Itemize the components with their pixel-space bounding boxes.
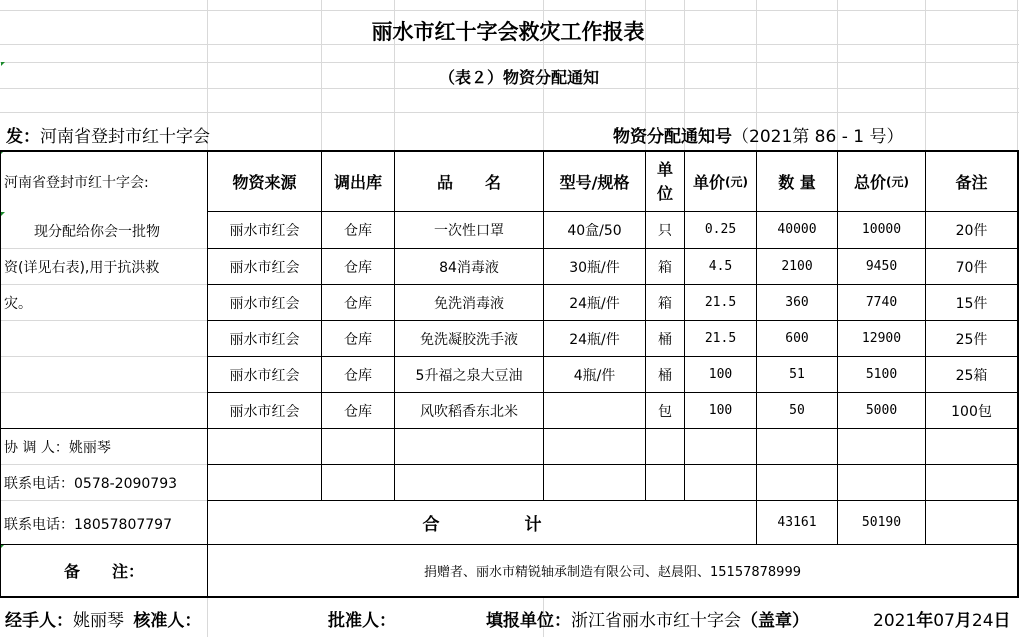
cell-spec: 24瓶/件 bbox=[569, 331, 620, 348]
remarks-label: 备 注： bbox=[63, 562, 144, 581]
cell-spec bbox=[544, 393, 645, 428]
col-header-total-unit: (元) bbox=[886, 175, 909, 189]
cell-note: 25件 bbox=[955, 331, 988, 348]
cell-total: 10000 bbox=[861, 222, 902, 237]
cell-spec: 24瓶/件 bbox=[569, 295, 620, 312]
cell-warehouse: 仓库 bbox=[344, 331, 372, 348]
cell-qty: 51 bbox=[789, 367, 805, 382]
cell-marker bbox=[1, 62, 5, 66]
phone-1-text: 联系电话：0578-2090793 bbox=[4, 476, 178, 492]
cell-name: 5升福之泉大豆油 bbox=[415, 367, 523, 384]
sum-total: 50190 bbox=[861, 515, 902, 530]
date-year: 2021 bbox=[873, 611, 917, 631]
date-month: 07 bbox=[933, 611, 955, 631]
cell-price: 21.5 bbox=[704, 331, 737, 346]
cell-total: 5000 bbox=[865, 403, 898, 418]
cell-unit: 箱 bbox=[658, 259, 672, 276]
cell-warehouse: 仓库 bbox=[344, 259, 372, 276]
notice-number-value: （2021第 86 - 1 号） bbox=[732, 127, 904, 147]
col-header-price bbox=[685, 152, 756, 211]
cell-unit: 包 bbox=[658, 403, 672, 420]
col-header-unit-1: 单 bbox=[656, 159, 673, 179]
cell-unit: 箱 bbox=[658, 295, 672, 312]
filler-label: 填报单位： bbox=[486, 611, 571, 631]
col-header-unit bbox=[646, 152, 684, 211]
notice-number-line bbox=[613, 122, 903, 147]
cell-price: 4.5 bbox=[708, 259, 733, 274]
date-month-char: 月 bbox=[954, 611, 972, 631]
approver-label: 批准人： bbox=[328, 611, 396, 631]
cell-note: 100包 bbox=[951, 403, 992, 420]
col-header-warehouse: 调出库 bbox=[333, 173, 382, 192]
footer-line bbox=[5, 606, 201, 631]
col-header-note: 备注 bbox=[955, 173, 988, 192]
cell-name: 一次性口罩 bbox=[434, 222, 504, 239]
cell-name: 免洗消毒液 bbox=[434, 295, 504, 312]
cell-warehouse: 仓库 bbox=[344, 222, 372, 239]
cell-marker bbox=[1, 212, 5, 216]
cell-price: 21.5 bbox=[704, 295, 737, 310]
col-header-unit-2: 位 bbox=[656, 183, 673, 203]
sender-value: 河南省登封市红十字会 bbox=[40, 127, 210, 147]
sender-label: 发： bbox=[6, 127, 40, 147]
col-header-price-unit: (元) bbox=[725, 175, 748, 189]
cell-qty: 600 bbox=[785, 331, 809, 346]
cell-name: 免洗凝胶洗手液 bbox=[420, 331, 518, 348]
cell-qty: 40000 bbox=[777, 222, 817, 237]
filler-line bbox=[486, 606, 809, 631]
cell-note: 20件 bbox=[955, 222, 988, 239]
handler-label: 经手人： bbox=[5, 611, 73, 631]
remarks-value: 捐赠者、丽水市精锐轴承制造有限公司、赵晨阳、15157878999 bbox=[424, 565, 801, 580]
cell-source: 丽水市红会 bbox=[229, 403, 300, 420]
cell-source: 丽水市红会 bbox=[229, 295, 300, 312]
cell-source: 丽水市红会 bbox=[229, 331, 300, 348]
cell-price: 0.25 bbox=[704, 222, 737, 237]
report-title: 丽水市红十字会救灾工作报表 bbox=[371, 20, 645, 44]
cell-source: 丽水市红会 bbox=[229, 259, 300, 276]
cell-warehouse: 仓库 bbox=[344, 367, 372, 384]
cell-spec: 4瓶/件 bbox=[573, 367, 616, 384]
message-line-1: 现分配给你会一批物 bbox=[34, 224, 160, 240]
cell-note: 25箱 bbox=[955, 367, 988, 384]
cell-unit: 桶 bbox=[658, 331, 672, 348]
recipient-text: 河南省登封市红十字会: bbox=[4, 175, 149, 191]
cell-note: 15件 bbox=[955, 295, 988, 312]
cell-unit: 桶 bbox=[658, 367, 672, 384]
cell-total: 12900 bbox=[861, 331, 902, 346]
col-header-name: 品 名 bbox=[436, 173, 501, 192]
col-header-spec: 型号/规格 bbox=[559, 173, 630, 192]
message-line-3: 灾。 bbox=[4, 296, 32, 312]
cell-source: 丽水市红会 bbox=[229, 222, 300, 239]
cell-price: 100 bbox=[708, 367, 733, 382]
cell-price: 100 bbox=[708, 403, 733, 418]
seal-label: （盖章） bbox=[741, 611, 809, 631]
phone-2-text: 联系电话：18057807797 bbox=[4, 517, 172, 533]
cell-note: 70件 bbox=[955, 259, 988, 276]
col-header-source: 物资来源 bbox=[232, 173, 297, 192]
coordinator-text: 协 调 人：姚丽琴 bbox=[4, 440, 111, 456]
date-line bbox=[873, 606, 1011, 631]
cell-name: 风吹稻香东北米 bbox=[420, 403, 518, 420]
date-day-char: 日 bbox=[993, 611, 1011, 631]
cell-qty: 50 bbox=[789, 403, 805, 418]
cell-qty: 360 bbox=[785, 295, 809, 310]
cell-total: 9450 bbox=[865, 259, 898, 274]
message-line-2: 资(详见右表),用于抗洪救 bbox=[4, 260, 160, 276]
cell-spec: 40盒/50 bbox=[567, 222, 622, 239]
cell-total: 5100 bbox=[865, 367, 898, 382]
filler-name: 浙江省丽水市红十字会 bbox=[571, 611, 741, 631]
cell-name: 84消毒液 bbox=[439, 259, 499, 276]
sum-label: 合 计 bbox=[422, 515, 542, 535]
cell-warehouse: 仓库 bbox=[344, 403, 372, 420]
handler-name: 姚丽琴 bbox=[73, 611, 124, 631]
cell-spec: 30瓶/件 bbox=[569, 259, 620, 276]
col-header-total bbox=[838, 152, 925, 211]
col-header-qty: 数 量 bbox=[778, 173, 816, 192]
cell-source: 丽水市红会 bbox=[229, 367, 300, 384]
cell-qty: 2100 bbox=[781, 259, 813, 274]
cell-warehouse: 仓库 bbox=[344, 295, 372, 312]
cell-unit: 只 bbox=[658, 222, 672, 239]
col-header-price-label: 单价 bbox=[693, 173, 726, 192]
date-year-char: 年 bbox=[916, 611, 934, 631]
sum-qty: 43161 bbox=[777, 515, 817, 530]
col-header-total-label: 总价 bbox=[854, 173, 887, 192]
cell-total: 7740 bbox=[865, 295, 898, 310]
notice-number-label: 物资分配通知号 bbox=[613, 127, 732, 147]
sender-line bbox=[6, 122, 210, 147]
checker-label: 核准人： bbox=[133, 611, 202, 631]
date-day: 24 bbox=[971, 611, 994, 631]
report-subtitle: （表２）物资分配通知 bbox=[438, 67, 599, 87]
